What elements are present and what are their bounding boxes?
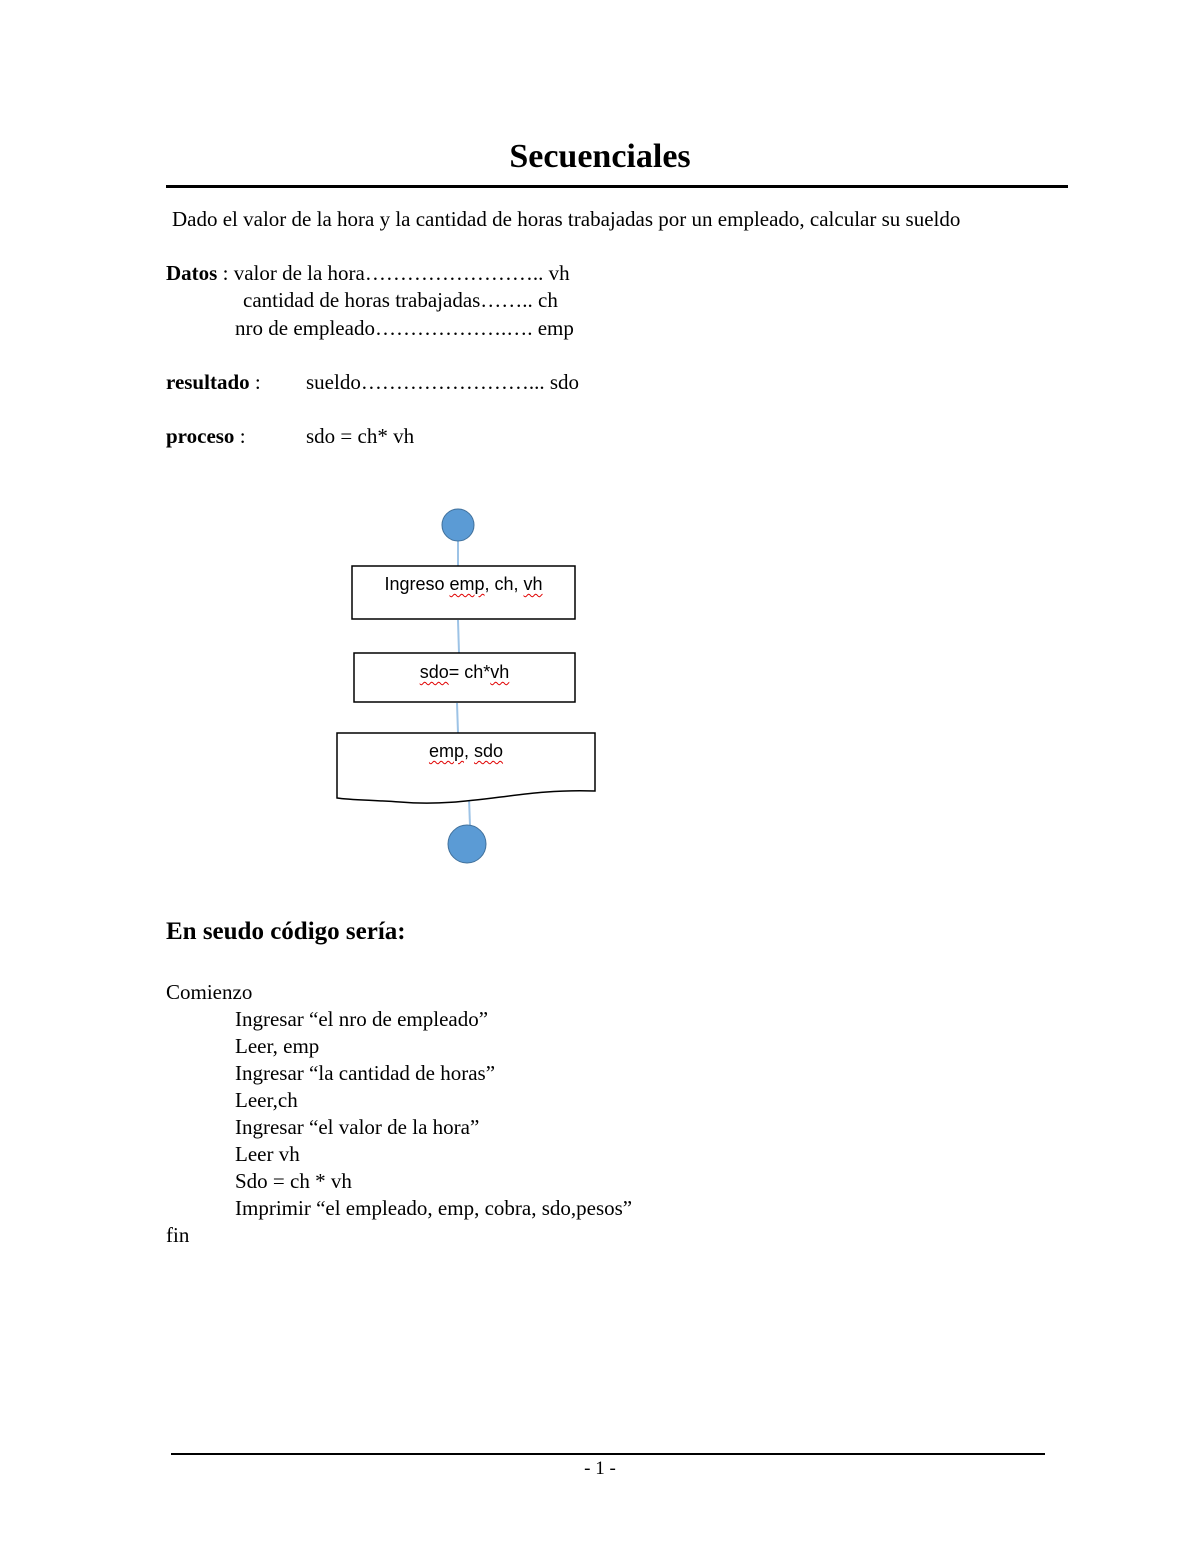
proceso-label: proceso (166, 424, 235, 448)
proceso-separator: : (234, 424, 246, 448)
process-label-sdo: sdo (419, 662, 449, 682)
proceso-value: sdo = ch* vh (306, 424, 415, 448)
pseudocode-line-2: Leer, emp (235, 1034, 320, 1058)
input-label-vh: vh (523, 574, 543, 594)
process-label-vh: vh (490, 662, 510, 682)
connector-input-process (458, 620, 459, 653)
pseudocode-end: fin (166, 1223, 190, 1247)
pseudocode-line-3: Ingresar “la cantidad de horas” (235, 1061, 496, 1085)
output-label-emp: emp (428, 741, 464, 761)
problem-statement: Dado el valor de la hora y la cantidad de horas trabajadas por un empleado, calcular su sueldo (172, 207, 961, 231)
page-title: Secuenciales (509, 138, 691, 175)
start-terminal (442, 509, 474, 541)
pseudocode-start: Comienzo (166, 980, 253, 1004)
resultado-value: sueldo……………………... sdo (306, 370, 579, 394)
pseudocode-heading: En seudo código sería: (166, 918, 406, 945)
datos-label: Datos (166, 261, 218, 285)
datos-row-2: cantidad de horas trabajadas…….. ch (243, 288, 558, 312)
pseudocode-line-1: Ingresar “el nro de empleado” (235, 1007, 489, 1031)
pseudocode-line-5: Ingresar “el valor de la hora” (235, 1115, 480, 1139)
input-label-prefix: Ingreso (384, 574, 450, 594)
process-label-mid: = ch* (448, 662, 491, 682)
pseudocode-line-4: Leer,ch (235, 1088, 298, 1112)
output-label-sep: , (463, 741, 474, 761)
output-label-sdo: sdo (474, 741, 504, 761)
pseudocode-line-6: Leer vh (235, 1142, 300, 1166)
footer-rule (171, 1453, 1045, 1455)
connector-process-output (457, 703, 458, 733)
input-label-mid: , ch, (484, 574, 524, 594)
input-label-emp: emp (449, 574, 485, 594)
resultado-separator: : (249, 370, 261, 394)
pseudocode-line-8: Imprimir “el empleado, emp, cobra, sdo,pesos” (235, 1196, 633, 1220)
end-terminal (448, 825, 486, 863)
process-box-label (354, 662, 575, 683)
resultado-label: resultado (166, 370, 250, 394)
connector-output-end (469, 798, 470, 826)
pseudocode-line-7: Sdo = ch * vh (235, 1169, 352, 1193)
datos-row-1: valor de la hora…………………….. vh (233, 261, 570, 285)
output-shape-label (337, 741, 595, 762)
input-box-label (352, 574, 575, 595)
datos-row-3: nro de empleado……………….…. emp (235, 316, 574, 340)
datos-separator: : (217, 261, 234, 285)
page-number: - 1 - (584, 1458, 616, 1479)
